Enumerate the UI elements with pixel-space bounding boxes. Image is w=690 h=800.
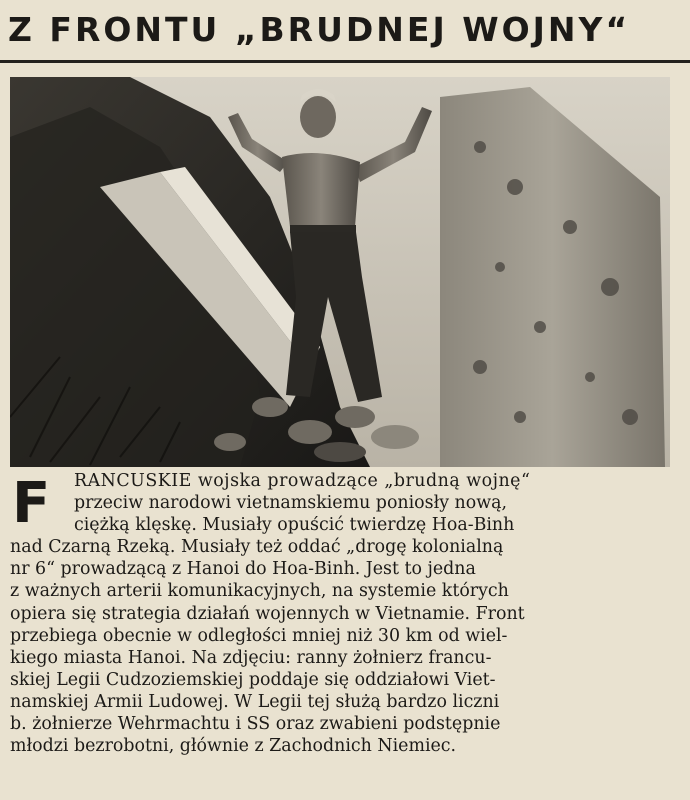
caption-line: przebiega obecnie w odległości mniej niż 30 km od wiel- [10,625,508,646]
caption-line: b. żołnierze Wehrmachtu i SS oraz zwabieni podstępnie [10,714,501,735]
headline: Z FRONTU „BRUDNEJ WOJNY“ [8,10,631,49]
caption-line: kiego miasta Hanoi. Na zdjęciu: ranny żołnierz francu- [10,647,492,668]
caption-line: przeciw narodowi vietnamskiemu poniosły nową, [74,493,508,514]
headline-rule [0,60,690,63]
caption-line: ciężką klęskę. Musiały opuścić twierdzę Hoa-Binh [74,515,515,536]
caption-line: opiera się strategia działań wojennych w Vietnamie. Front [10,603,525,624]
caption-line: namskiej Armii Ludowej. W Legii tej służą bardzo liczni [10,691,500,712]
caption-line: RANCUSKIE wojska prowadzące „brudną wojnę“ [74,471,531,491]
caption-line: nr 6“ prowadzącą z Hanoi do Hoa-Binh. Jest to jedna [10,559,476,580]
soldier-surrendering-photo [10,77,670,467]
caption-line: skiej Legii Cudzoziemskiej poddaje się oddziałowi Viet- [10,669,496,690]
caption-line: z ważnych arterii komunikacyjnych, na systemie których [10,581,509,602]
dropcap-letter [10,476,68,526]
caption-line: młodzi bezrobotni, głównie z Zachodnich Niemiec. [10,736,457,757]
dropcap-glyph: F [12,476,51,526]
caption-text [10,470,678,757]
caption-line: nad Czarną Rzeką. Musiały też oddać „drogę kolonialną [10,537,504,558]
article-caption [10,470,678,757]
